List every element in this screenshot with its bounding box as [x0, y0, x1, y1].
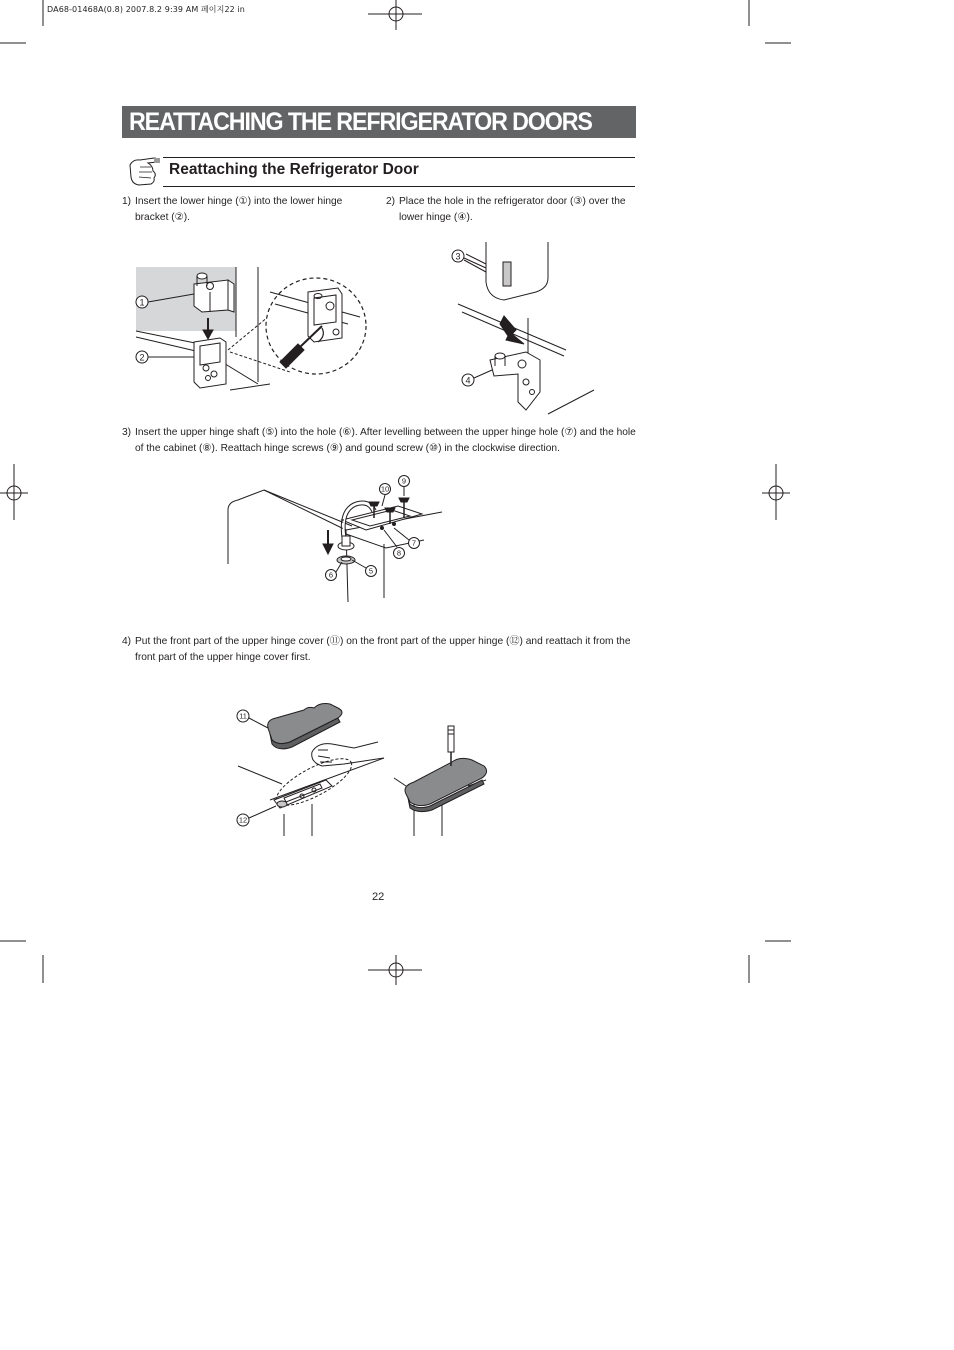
illustration-lower-hinge	[130, 262, 370, 412]
illustration-upper-hinge	[224, 474, 454, 604]
page-number: 22	[372, 891, 385, 903]
callout-11: 11	[239, 711, 247, 721]
screwdriver-icon	[448, 726, 454, 766]
step-3-number: 3)	[122, 427, 132, 438]
step-3-text: Insert the upper hinge shaft (⑤) into the hole (⑥). After levelling between the upper hinge hole (⑦) and the hole of the cabinet (⑧). Reattach hinge screws (⑨) and gound screw (⑩) in the clockwise direction.	[135, 427, 636, 454]
hand-pointer-icon	[127, 155, 163, 189]
section-title-bar	[122, 106, 636, 138]
step-1-number: 1)	[122, 196, 132, 207]
registration-mark-icon	[366, 955, 426, 995]
print-header: DA68-01468A(0.8) 2007.8.2 9:39 AM 페이지22 in	[47, 5, 245, 14]
callout-8: 8	[396, 548, 402, 558]
subtitle-rule-bottom	[163, 186, 635, 187]
section-title: REATTACHING THE REFRIGERATOR DOORS	[129, 108, 592, 136]
step-1-text: Insert the lower hinge (①) into the lower hinge bracket (②).	[135, 196, 343, 223]
step-2-text: Place the hole in the refrigerator door (③) over the lower hinge (④).	[399, 196, 626, 223]
callout-2: 2	[139, 352, 145, 363]
illustration-hinge-cover	[234, 700, 494, 840]
registration-mark-icon	[760, 464, 800, 524]
callout-12: 12	[238, 815, 248, 825]
step-3	[122, 425, 638, 457]
registration-mark-icon	[366, 0, 426, 40]
subsection-title: Reattaching the Refrigerator Door	[169, 161, 419, 178]
step-2-number: 2)	[386, 196, 396, 207]
illustration-door-over-hinge	[446, 242, 596, 422]
step-4-text: Put the front part of the upper hinge cover (⑪) on the front part of the upper hinge (⑫) and reattach it from the front part of the upper hinge cover first.	[135, 636, 631, 663]
step-2	[386, 194, 636, 226]
callout-6: 6	[328, 570, 334, 580]
callout-7: 7	[411, 538, 417, 548]
callout-10: 10	[380, 484, 390, 494]
step-1	[122, 194, 372, 226]
callout-9: 9	[401, 476, 407, 486]
callout-4: 4	[465, 375, 471, 386]
callout-5: 5	[368, 566, 374, 576]
step-4-number: 4)	[122, 636, 132, 647]
registration-mark-icon	[0, 464, 40, 524]
callout-3: 3	[455, 251, 461, 262]
step-4	[122, 634, 632, 666]
subtitle-rule-top	[163, 157, 635, 158]
callout-1: 1	[139, 297, 145, 308]
